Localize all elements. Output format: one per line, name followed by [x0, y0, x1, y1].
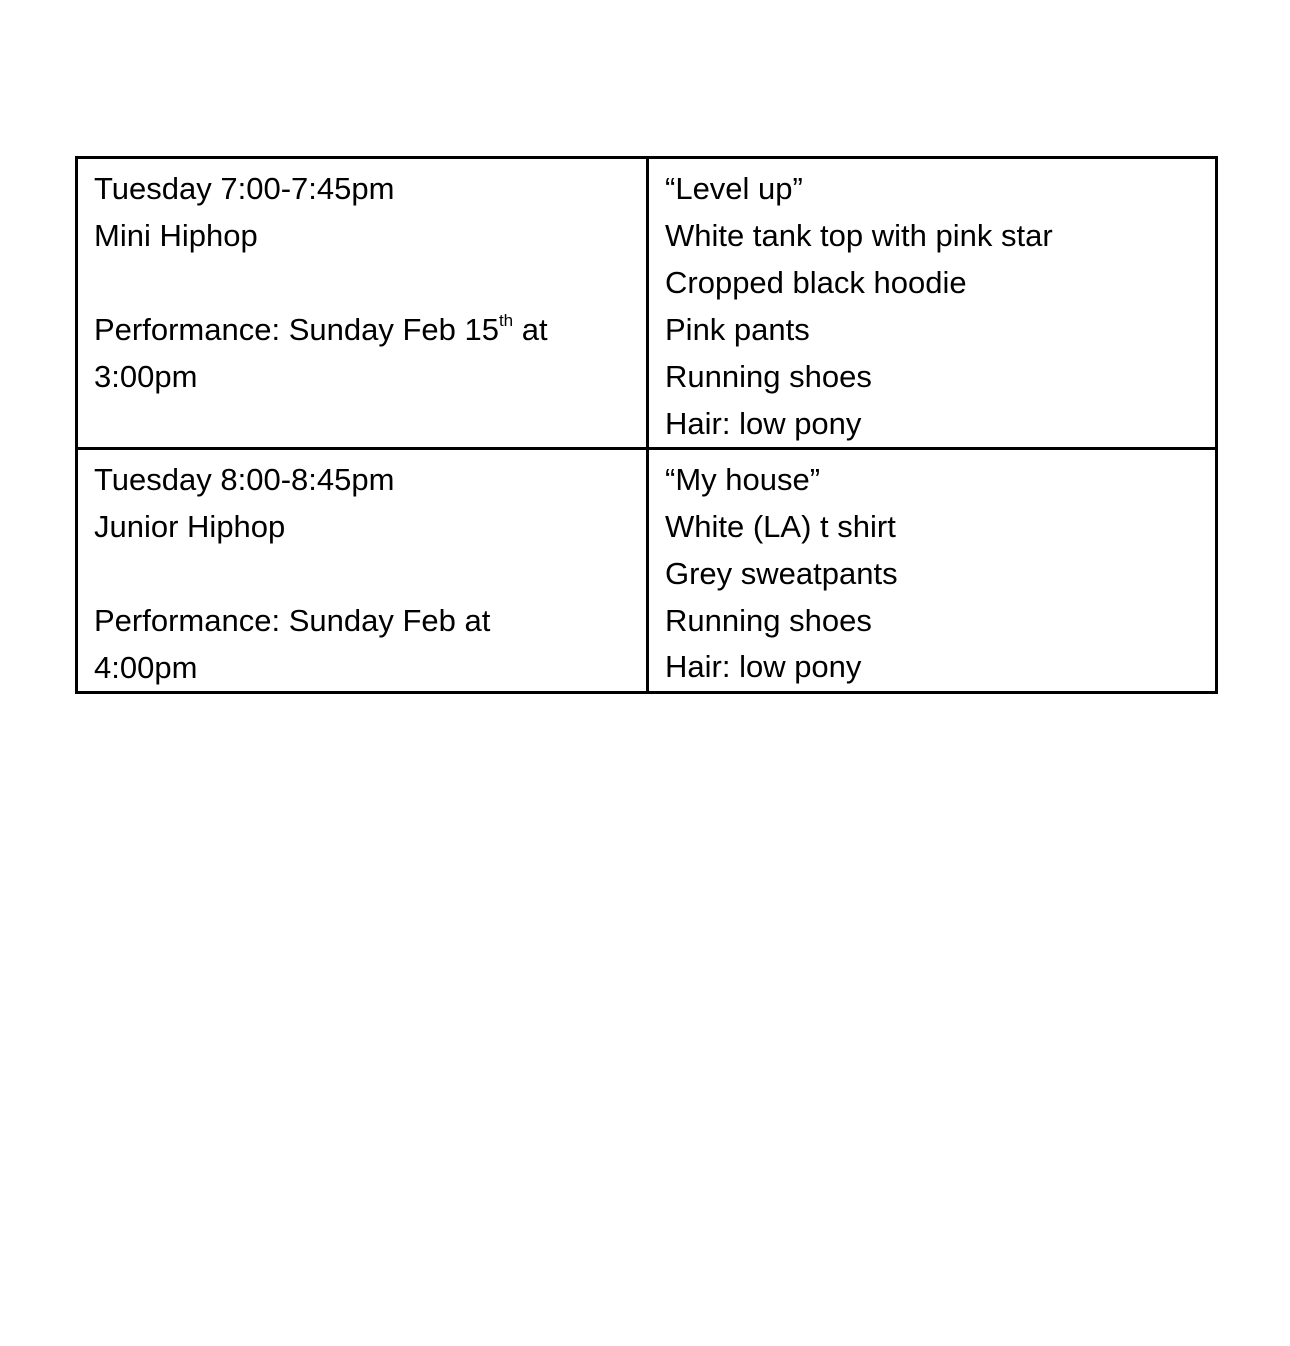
- class-time: Tuesday 8:00-8:45pm: [94, 462, 395, 497]
- performance-date: Performance: Sunday Feb at: [94, 603, 491, 638]
- blank-line: [94, 259, 630, 306]
- costume-item: Hair: low pony: [665, 649, 862, 684]
- costume-item: Grey sweatpants: [665, 556, 898, 591]
- class-schedule-table: [75, 156, 1218, 694]
- costume-item: Hair: low pony: [665, 406, 862, 441]
- class-info-cell: [77, 158, 648, 449]
- table-row: [77, 449, 1217, 693]
- performance-date-suffix: at: [513, 312, 548, 347]
- class-name: Mini Hiphop: [94, 218, 258, 253]
- performance-date-text: Performance: Sunday Feb 15: [94, 312, 499, 347]
- costume-item: Cropped black hoodie: [665, 265, 967, 300]
- song-title: “My house”: [665, 462, 821, 497]
- costume-item: White tank top with pink star: [665, 218, 1053, 253]
- class-info-cell: [77, 449, 648, 693]
- performance-time: 4:00pm: [94, 650, 198, 685]
- blank-line: [94, 550, 630, 597]
- costume-item: White (LA) t shirt: [665, 509, 896, 544]
- costume-cell: [648, 158, 1217, 449]
- costume-item: Pink pants: [665, 312, 810, 347]
- song-title: “Level up”: [665, 171, 803, 206]
- table-row: [77, 158, 1217, 449]
- costume-item: Running shoes: [665, 359, 872, 394]
- performance-time: 3:00pm: [94, 359, 198, 394]
- costume-cell: [648, 449, 1217, 693]
- class-time: Tuesday 7:00-7:45pm: [94, 171, 395, 206]
- performance-date: [94, 306, 630, 353]
- ordinal-suffix: th: [498, 311, 514, 330]
- costume-item: Running shoes: [665, 603, 872, 638]
- class-name: Junior Hiphop: [94, 509, 286, 544]
